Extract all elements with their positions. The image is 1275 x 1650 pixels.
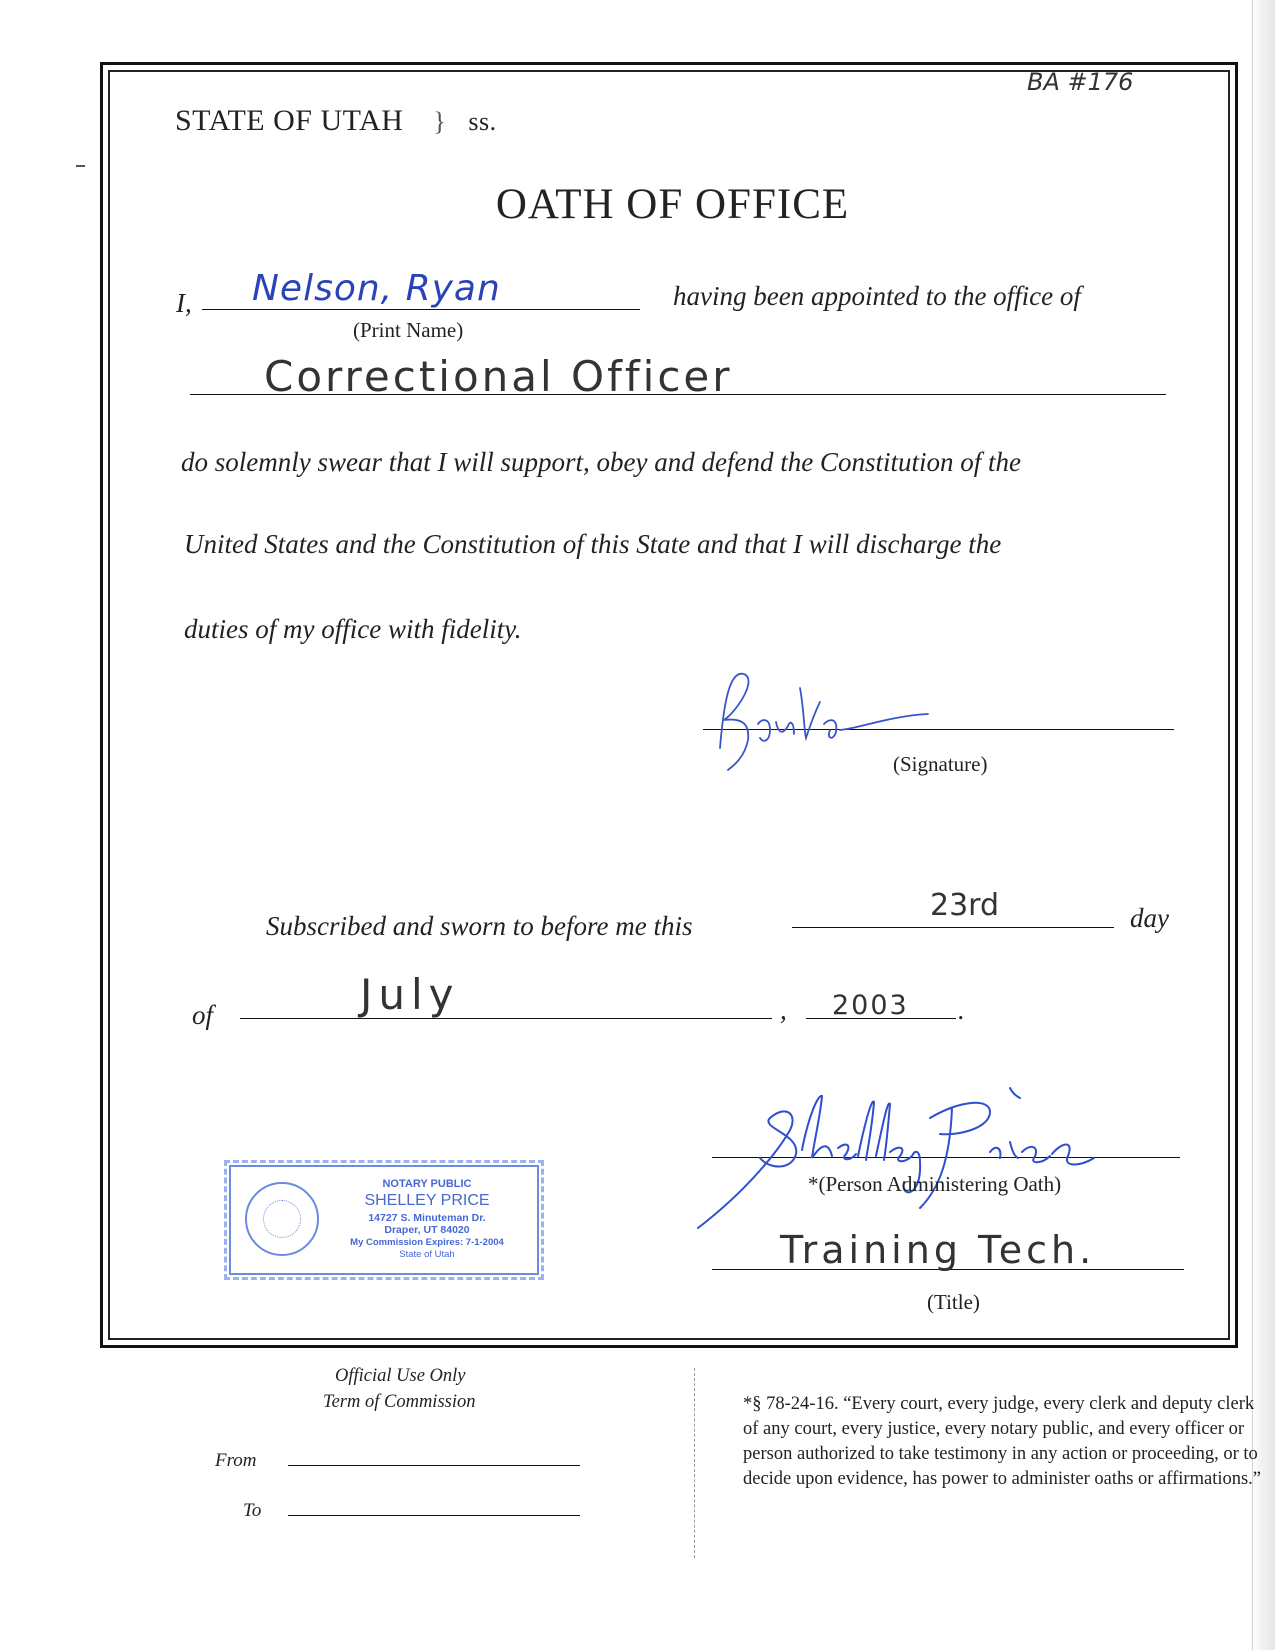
sworn-text: Subscribed and sworn to before me this [266, 911, 693, 941]
administrator-signature-scribble [690, 1078, 1110, 1238]
from-line [288, 1465, 580, 1466]
oath-line-3: duties of my office with fidelity. [184, 614, 522, 644]
file-note: BA #176 [1027, 68, 1134, 96]
term-heading: Term of Commission [323, 1392, 476, 1412]
statute-text: *§ 78-24-16. “Every court, every judge, every clerk and deputy clerk of any court, every justice, every notary public, and every officer or person authorized to take testimony in any action or proceeding, or to decide upon evidence, has power to administer oaths or affirmations.” [743, 1394, 1262, 1489]
from-label: From [215, 1450, 257, 1471]
handwritten-title: Training Tech. [780, 1228, 1096, 1272]
to-label: To [243, 1500, 262, 1521]
stamp-line-3: 14727 S. Minuteman Dr. [368, 1212, 486, 1224]
handwritten-month: July [360, 970, 460, 1019]
comma: , [780, 995, 787, 1025]
page-title: OATH OF OFFICE [495, 181, 850, 228]
handwritten-day: 23rd [930, 888, 1000, 923]
signature-caption: (Signature) [893, 752, 988, 776]
notary-stamp [229, 1165, 539, 1275]
to-line [288, 1515, 580, 1516]
period: . [958, 995, 965, 1025]
state-label [175, 104, 497, 138]
name-caption: (Print Name) [353, 318, 464, 342]
state-seal-icon [245, 1182, 319, 1256]
appointed-text: having been appointed to the office of [673, 281, 1081, 311]
brace: } [433, 107, 447, 136]
title-caption: (Title) [927, 1290, 980, 1314]
handwritten-name: Nelson, Ryan [252, 268, 501, 309]
of-word: of [192, 1000, 214, 1030]
official-use-heading: Official Use Only [335, 1366, 466, 1386]
handwritten-office: Correctional Officer [264, 352, 733, 401]
day-line [792, 927, 1114, 928]
ss-label: ss. [468, 107, 497, 136]
handwritten-year: 2003 [832, 990, 909, 1021]
stamp-line-1: NOTARY PUBLIC [382, 1178, 472, 1190]
stamp-line-6: State of Utah [399, 1249, 455, 1260]
margin-mark [76, 165, 85, 167]
stamp-line-5: My Commission Expires: 7-1-2004 [350, 1237, 504, 1248]
oath-line-2: United States and the Constitution of this State and that I will discharge the [184, 529, 1002, 559]
state-name: STATE OF UTAH [175, 104, 404, 137]
stamp-line-4: Draper, UT 84020 [384, 1224, 470, 1236]
footer-divider [694, 1368, 695, 1558]
oath-line-1: do solemnly swear that I will support, obey and defend the Constitution of the [181, 447, 1021, 477]
month-line [240, 1018, 772, 1019]
day-word: day [1130, 903, 1169, 933]
stamp-line-2: SHELLEY PRICE [364, 1192, 490, 1209]
name-line [202, 309, 640, 310]
administrator-caption: *(Person Administering Oath) [808, 1172, 1062, 1196]
oath-pronoun: I, [176, 288, 192, 318]
